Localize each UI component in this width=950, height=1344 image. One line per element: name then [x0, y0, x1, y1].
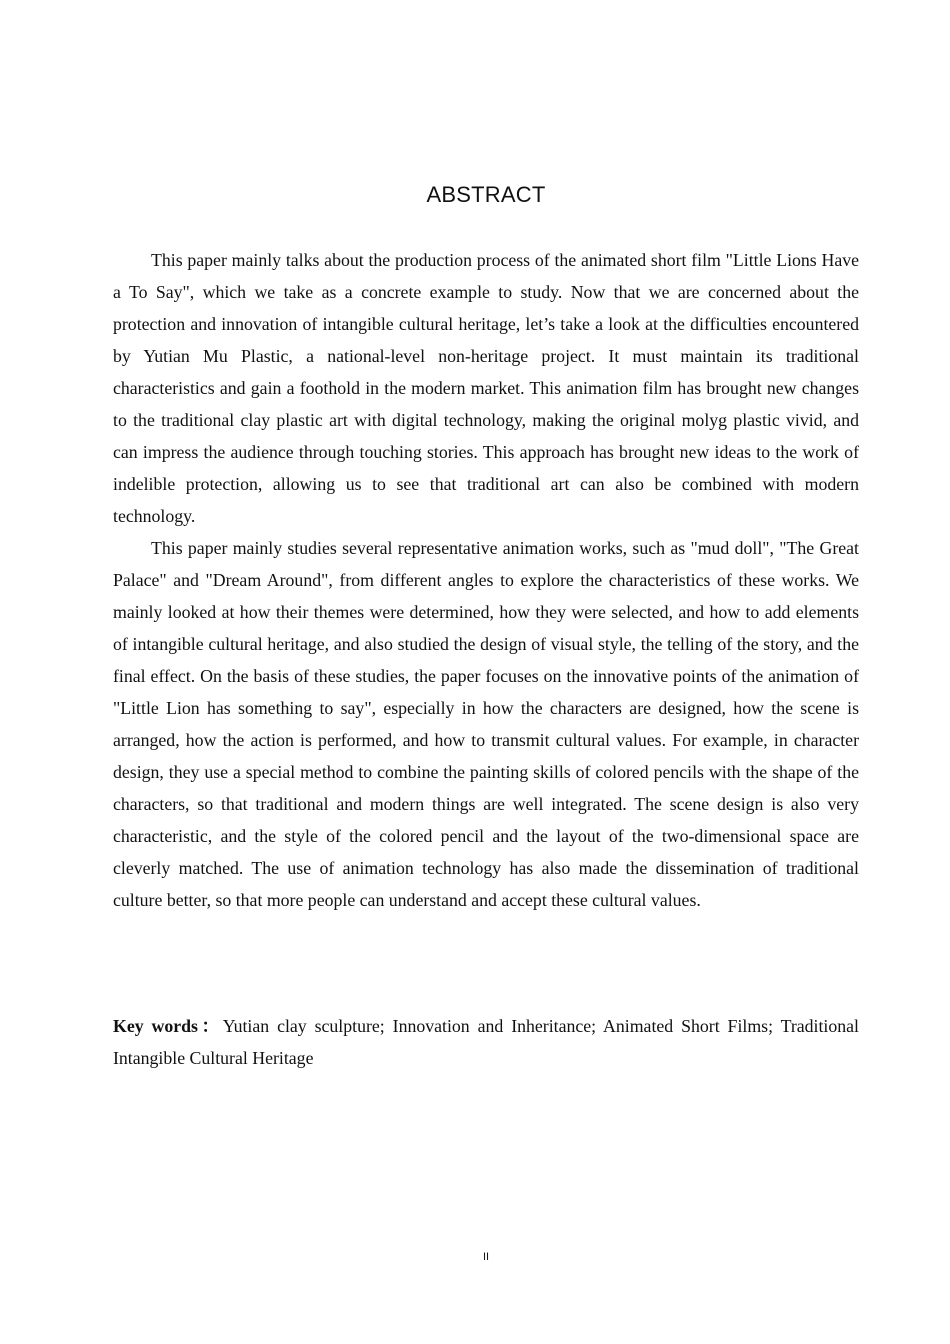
keywords-label: Key words： [113, 1016, 223, 1036]
abstract-body [113, 244, 859, 916]
abstract-title: ABSTRACT [426, 182, 546, 207]
abstract-paragraph-1: This paper mainly talks about the production process of the animated short film "Little Lions Have a To Say", which we take as a concrete example to study. Now that we are concerned about the protection and innovation of intangible cultural heritage, let’s take a look at the difficulties encountered by Yutian Mu Plastic, a national-level non-heritage project. It must maintain its traditional characteristics and gain a foothold in the modern market. This animation film has brought new changes to the traditional clay plastic art with digital technology, making the original molyg plastic vivid, and can impress the audience through touching stories. This approach has brought new ideas to the work of indelible protection, allowing us to see that traditional art can also be combined with modern technology. [113, 250, 859, 526]
keywords-line [113, 1010, 859, 1074]
page-number: II [482, 1251, 490, 1263]
abstract-paragraph-2: This paper mainly studies several representative animation works, such as "mud doll", "The Great Palace" and "Dream Around", from different angles to explore the characteristics of these works. We mainly looked at how their themes were determined, how they were selected, and how to add elements of intangible cultural heritage, and also studied the design of visual style, the telling of the story, and the final effect. On the basis of these studies, the paper focuses on the innovative points of the animation of "Little Lion has something to say", especially in how the characters are designed, how the scene is arranged, how the action is performed, and how to transmit cultural values. For example, in character design, they use a special method to combine the painting skills of colored pencils with the shape of the characters, so that traditional and modern things are well integrated. The scene design is also very characteristic, and the style of the colored pencil and the layout of the two-dimensional space are cleverly matched. The use of animation technology has also made the dissemination of traditional culture better, so that more people can understand and accept these cultural values. [113, 538, 859, 910]
keywords-text: Yutian clay sculpture; Innovation and Inheritance; Animated Short Films; Traditional Intangible Cultural Heritage [113, 1016, 859, 1068]
